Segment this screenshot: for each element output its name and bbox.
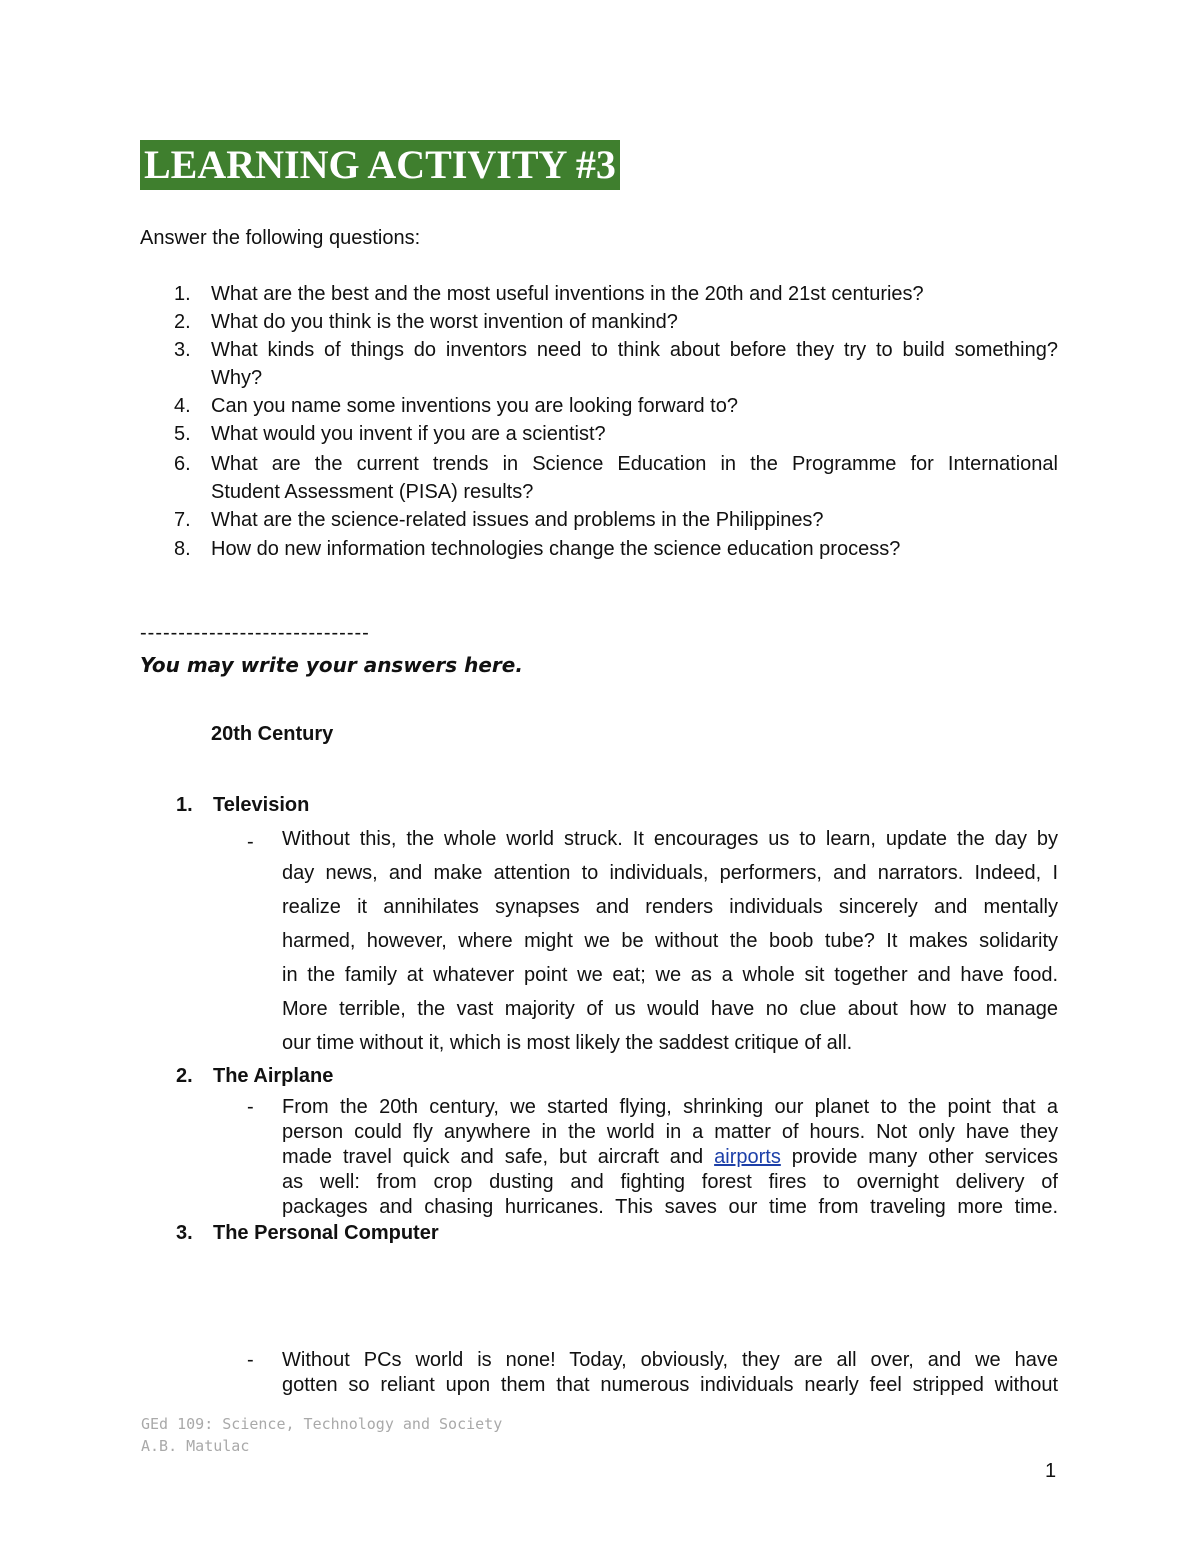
question-text: Can you name some inventions you are looking forward to? <box>211 395 738 417</box>
footer-course: GEd 109: Science, Technology and Society <box>141 1415 503 1433</box>
question-number: 1. <box>174 283 191 305</box>
question-text: How do new information technologies change the science education process? <box>211 538 901 560</box>
paragraph-line: gotten so reliant upon them that numerous individuals nearly feel stripped without <box>282 1374 1058 1396</box>
question-number: 2. <box>174 311 191 333</box>
paragraph-line: From the 20th century, we started flying, shrinking our planet to the point that a <box>282 1096 1058 1118</box>
paragraph-line: day news, and make attention to individuals, performers, and narrators. Indeed, I <box>282 862 1058 884</box>
airports-link[interactable]: airports <box>714 1146 781 1168</box>
line-text: made travel quick and safe, but aircraft and <box>282 1146 704 1168</box>
section-title: The Personal Computer <box>213 1222 439 1244</box>
question-number: 6. <box>174 453 191 475</box>
section-paragraph <box>282 1348 1058 1398</box>
answers-heading: You may write your answers here. <box>140 653 523 677</box>
question-text: What do you think is the worst invention of mankind? <box>211 311 678 333</box>
paragraph-line: More terrible, the vast majority of us would have no clue about how to manage <box>282 998 1058 1020</box>
separator-line: ------------------------------ <box>140 622 370 644</box>
question-text-continued: Student Assessment (PISA) results? <box>211 481 534 503</box>
instructions: Answer the following questions: <box>140 227 421 249</box>
paragraph-line: our time without it, which is most likely the saddest critique of all. <box>282 1032 853 1054</box>
paragraph-line: in the family at whatever point we eat; we as a whole sit together and have food. <box>282 964 1058 986</box>
question-number: 7. <box>174 509 191 531</box>
footer-author: A.B. Matulac <box>141 1437 250 1455</box>
question-text-continued: Why? <box>211 367 263 389</box>
bullet-dash: - <box>247 1349 254 1371</box>
question-number: 8. <box>174 538 191 560</box>
bullet-dash: - <box>247 831 254 853</box>
century-heading: 20th Century <box>211 723 334 745</box>
paragraph-line: Without this, the whole world struck. It encourages us to learn, update the day by <box>282 828 1058 850</box>
page-number: 1 <box>1045 1460 1057 1482</box>
paragraph-line: Without PCs world is none! Today, obviously, they are all over, and we have <box>282 1349 1058 1371</box>
page-title: LEARNING ACTIVITY #3 <box>140 140 620 190</box>
question-number: 4. <box>174 395 191 417</box>
bullet-dash: - <box>247 1096 254 1118</box>
paragraph-line-with-link <box>282 1145 1058 1170</box>
section-title: The Airplane <box>213 1065 334 1087</box>
question-text: What are the science-related issues and problems in the Philippines? <box>211 509 824 531</box>
line-text: provide many other services <box>791 1146 1059 1168</box>
question-number: 3. <box>174 339 191 361</box>
section-number: 3. <box>176 1222 193 1244</box>
paragraph-line: person could fly anywhere in the world in a matter of hours. Not only have they <box>282 1121 1058 1143</box>
question-number: 5. <box>174 423 191 445</box>
question-text: What are the best and the most useful inventions in the 20th and 21st centuries? <box>211 283 924 305</box>
section-title: Television <box>213 794 310 816</box>
question-text: What kinds of things do inventors need to think about before they try to build something? <box>211 339 1058 361</box>
paragraph-line: packages and chasing hurricanes. This saves our time from traveling more time. <box>282 1196 1058 1218</box>
paragraph-line: as well: from crop dusting and fighting forest fires to overnight delivery of <box>282 1171 1058 1193</box>
section-paragraph <box>282 1095 1058 1220</box>
question-text: What would you invent if you are a scientist? <box>211 423 606 445</box>
question-text: What are the current trends in Science Education in the Programme for International <box>211 453 1058 475</box>
section-paragraph <box>282 822 1058 1060</box>
section-number: 1. <box>176 794 193 816</box>
paragraph-line: realize it annihilates synapses and renders individuals sincerely and mentally <box>282 896 1058 918</box>
paragraph-line: harmed, however, where might we be without the boob tube? It makes solidarity <box>282 930 1058 952</box>
section-number: 2. <box>176 1065 193 1087</box>
